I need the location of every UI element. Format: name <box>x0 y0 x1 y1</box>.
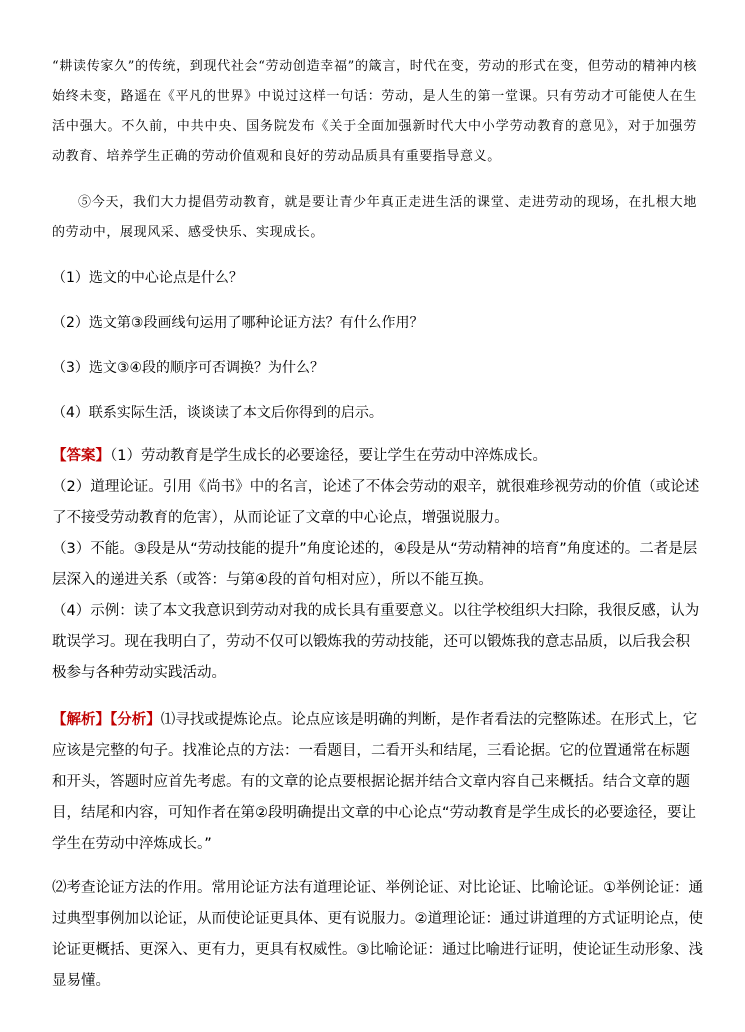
question-2: （2）选文第③段画线句运用了哪种论证方法？有什么作用？ <box>52 315 424 331</box>
answer-1-text: （1）劳动教育是学生成长的必要途径，要让学生在劳动中淬炼成长。 <box>110 448 547 464</box>
answer-3: （3）不能。③段是从“劳动技能的提升”角度论述的，④段是从“劳动精神的培育”角度述的。二者是层层深入的递进关系（或答：与第④段的首句相对应），所以不能互换。 <box>52 541 698 588</box>
analysis-tag: 【解析】【分析】 <box>52 712 161 728</box>
analysis-1-text: ⑴寻找或提炼论点。论点应该是明确的判断，是作者看法的完整陈述。在形式上，它应该是完整的句子。找准论点的方法：一看题目，二看开头和结尾，三看论据。它的位置通常在标题和开头，答题时应首先考虑。有的文章的论点要根据论据并结合文章内容自己来概括。结合文章的题目，结尾和内容，可知作者在第②段明确提出文章的中心论点“劳动教育是学生成长的必要途径，要让学生在劳动中淬炼成长。” <box>52 712 698 852</box>
question-3: （3）选文③④段的顺序可否调换？为什么？ <box>52 360 325 376</box>
passage-paragraph-4: “耕读传家久”的传统，到现代社会“劳动创造幸福”的箴言，时代在变，劳动的形式在变，但劳动的精神内核始终未变，路遥在《平凡的世界》中说过这样一句话：劳动，是人生的第一堂课。只有劳动才可能使人在生活中强大。不久前，中共中央、国务院发布《关于全面加强新时代大中小学劳动教育的意见》，对于加强劳动教育、培养学生正确的劳动价值观和良好的劳动品质具有重要指导意义。 <box>52 59 697 164</box>
passage-paragraph-5: ⑤今天，我们大力提倡劳动教育，就是要让青少年真正走进生活的课堂、走进劳动的现场，在扎根大地的劳动中，展现风采、感受快乐、实现成长。 <box>52 195 697 240</box>
question-4: （4）联系实际生活，谈谈读了本文后你得到的启示。 <box>52 405 383 421</box>
analysis-1 <box>52 705 704 860</box>
answer-tag: 【答案】 <box>52 448 110 464</box>
answer-4: （4）示例：读了本文我意识到劳动对我的成长具有重要意义。以往学校组织大扫除，我很反感，认为耽误学习。现在我明白了，劳动不仅可以锻炼我的劳动技能，还可以锻炼我的意志品质，以后我会积极参与各种劳动实践活动。 <box>52 603 700 681</box>
answer-2: （2）道理论证。引用《尚书》中的名言，论述了不体会劳动的艰辛，就很难珍视劳动的价值（或论述了不接受劳动教育的危害），从而论证了文章的中心论点，增强说服力。 <box>52 479 700 526</box>
question-1: （1）选文的中心论点是什么？ <box>52 270 243 286</box>
answer-1 <box>52 441 702 472</box>
analysis-2: ⑵考查论证方法的作用。常用论证方法有道理论证、举例论证、对比论证、比喻论证。①举例论证：通过典型事例加以论证，从而使论证更具体、更有说服力。②道理论证：通过讲道理的方式证明论点，使论证更概括、更深入、更有力，更具有权威性。③比喻论证：通过比喻进行证明，使论证生动形象、浅显易懂。 <box>52 880 703 989</box>
